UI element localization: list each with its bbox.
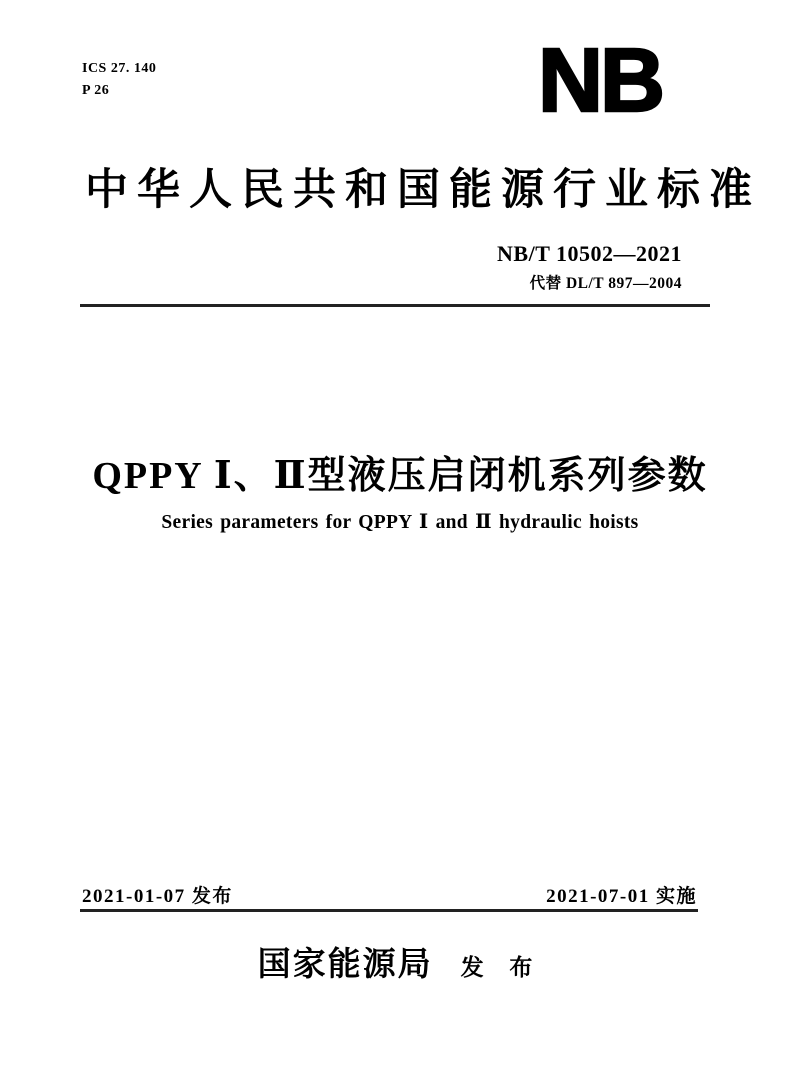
standard-number: NB/T 10502—2021 [497, 241, 682, 266]
document-title-english: Series parameters for QPPY Ⅰ and Ⅱ hydraulic hoists [161, 512, 639, 533]
replaces-note: 代替 DL/T 897—2004 [529, 275, 682, 292]
implementation-date: 2021-07-01 实施 [546, 886, 697, 907]
issue-date: 2021-01-07 发布 [82, 886, 233, 907]
ics-code: ICS 27. 140 [82, 61, 157, 76]
top-horizontal-rule [80, 304, 710, 307]
document-title-chinese: QPPY Ⅰ、Ⅱ型液压启闭机系列参数 [92, 455, 708, 497]
standard-type-title: 中华人民共和国能源行业标准 [85, 167, 761, 214]
publish-action-label: 发 布 [460, 955, 543, 980]
doc-class-code: P 26 [82, 83, 110, 98]
classification-codes [82, 58, 156, 102]
standard-number-block [497, 241, 682, 293]
publisher-name: 国家能源局 [257, 947, 433, 983]
publisher-row [0, 938, 800, 985]
nb-logo: NB [538, 31, 662, 131]
bottom-horizontal-rule [80, 909, 698, 912]
